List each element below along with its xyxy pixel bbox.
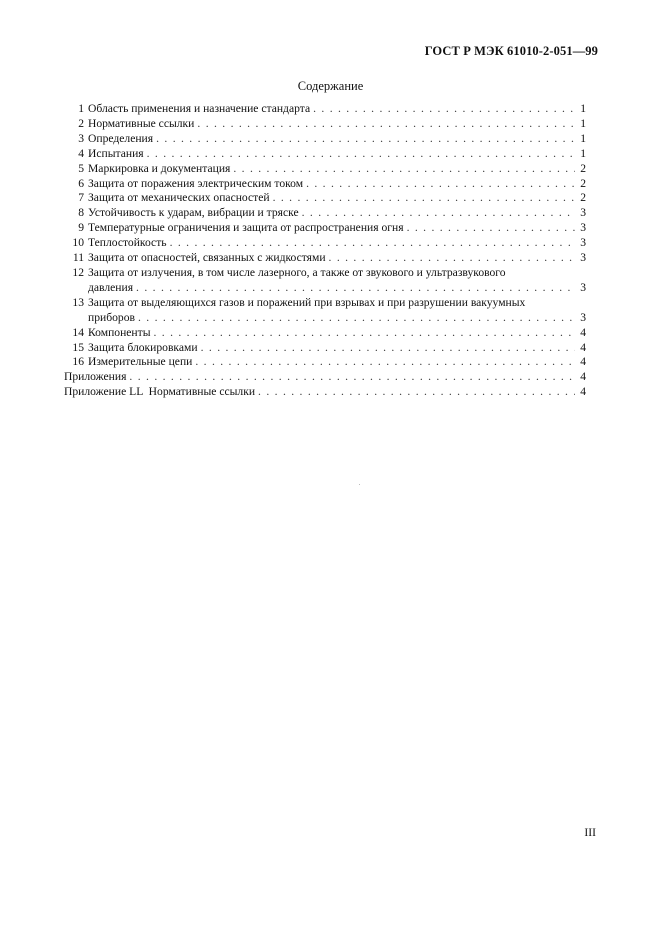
- toc-entry-page: 2: [580, 191, 586, 205]
- toc-entry-number: 9: [78, 221, 84, 235]
- toc-entry-3[interactable]: [64, 132, 586, 147]
- toc-entry-title-line1: Защита от излучения, в том числе лазерного, а также от звукового и ультразвукового: [88, 265, 506, 279]
- toc-entry-appendices[interactable]: [64, 370, 586, 385]
- toc-entry-number: 5: [78, 161, 84, 175]
- toc-entry-page: 1: [580, 131, 586, 145]
- toc-entry-title: Теплостойкость: [88, 236, 167, 250]
- toc-dot-leader: [233, 162, 575, 177]
- toc-dot-leader: [273, 191, 575, 206]
- toc-entry-title: Измерительные цепи: [88, 355, 193, 369]
- toc-entry-title: Определения: [88, 131, 154, 145]
- toc-entry-page: 2: [580, 161, 586, 175]
- toc-entry-number: 7: [78, 191, 84, 205]
- toc-entry-title: Защита от опасностей, связанных с жидкостями: [88, 251, 326, 265]
- table-of-contents: [64, 102, 586, 400]
- toc-entry-title: Защита от поражения электрическим током: [88, 176, 304, 190]
- toc-entry-10[interactable]: [64, 236, 586, 251]
- toc-dot-leader: [147, 147, 575, 162]
- toc-dot-leader: [129, 370, 575, 385]
- toc-entry-title: Устойчивость к ударам, вибрации и тряске: [88, 206, 299, 220]
- toc-entry-title-line2: приборов: [88, 310, 135, 324]
- toc-title: Содержание: [297, 79, 364, 93]
- toc-entry-8[interactable]: [64, 206, 586, 221]
- toc-entry-7[interactable]: [64, 191, 586, 206]
- toc-entry-15[interactable]: [64, 341, 586, 356]
- toc-entry-13[interactable]: [64, 296, 586, 326]
- toc-entry-14[interactable]: [64, 326, 586, 341]
- toc-entry-number: 1: [78, 102, 84, 115]
- toc-entry-5[interactable]: [64, 162, 586, 177]
- toc-dot-leader: [156, 132, 575, 147]
- toc-entry-number: 8: [78, 206, 84, 220]
- toc-entry-number: 10: [72, 236, 84, 250]
- toc-entry-number: 6: [78, 176, 84, 190]
- toc-entry-title: Маркировка и документация: [88, 161, 231, 175]
- toc-entry-number: 15: [72, 340, 84, 354]
- toc-dot-leader: [195, 355, 575, 370]
- toc-entry-11[interactable]: [64, 251, 586, 266]
- toc-entry-6[interactable]: [64, 177, 586, 192]
- toc-entry-page: 4: [580, 355, 586, 369]
- toc-entry-number: 16: [72, 355, 84, 369]
- toc-entry-2[interactable]: [64, 117, 586, 132]
- toc-entry-page: 3: [580, 236, 586, 250]
- toc-dot-leader: [170, 236, 575, 251]
- toc-entry-number: 12: [72, 265, 84, 279]
- toc-entry-page: 3: [580, 251, 586, 265]
- toc-entry-page: 4: [580, 325, 586, 339]
- toc-entry-appendix-ll[interactable]: [64, 385, 586, 400]
- toc-dot-leader: [306, 177, 575, 192]
- toc-entry-number: 4: [78, 146, 84, 160]
- toc-entry-number: 11: [72, 251, 84, 265]
- toc-dot-leader: [313, 102, 575, 117]
- toc-dot-leader: [329, 251, 575, 266]
- toc-entry-title: Нормативные ссылки: [88, 116, 195, 130]
- toc-entry-page: 3: [580, 280, 586, 294]
- toc-dot-leader: [201, 341, 575, 356]
- toc-entry-title: Температурные ограничения и защита от распространения огня: [88, 221, 404, 235]
- toc-entry-9[interactable]: [64, 221, 586, 236]
- toc-entry-title: Приложение LL Нормативные ссылки: [64, 385, 256, 399]
- toc-entry-title-line1: Защита от выделяющихся газов и поражений при взрывах и при разрушении вакуумных: [88, 295, 526, 309]
- toc-dot-leader: [302, 206, 575, 221]
- toc-dot-leader: [138, 311, 575, 326]
- toc-dot-leader: [258, 385, 575, 400]
- toc-entry-12[interactable]: [64, 266, 586, 296]
- toc-entry-number: 14: [72, 325, 84, 339]
- toc-dot-leader: [153, 326, 575, 341]
- page-number: III: [584, 826, 596, 839]
- toc-dot-leader: [407, 221, 575, 236]
- toc-entry-title: Область применения и назначение стандарта: [88, 102, 311, 115]
- toc-entry-number: 2: [78, 116, 84, 130]
- toc-entry-page: 4: [580, 370, 586, 384]
- toc-entry-4[interactable]: [64, 147, 586, 162]
- toc-entry-number: 3: [78, 131, 84, 145]
- toc-entry-title-line2: давления: [88, 280, 134, 294]
- toc-entry-page: 3: [580, 221, 586, 235]
- scan-speck: [359, 484, 360, 485]
- toc-entry-page: 1: [580, 116, 586, 130]
- toc-entry-page: 4: [580, 385, 586, 399]
- toc-entry-page: 3: [580, 310, 586, 324]
- toc-entry-16[interactable]: [64, 355, 586, 370]
- toc-entry-number: 13: [72, 295, 84, 309]
- toc-entry-title: Испытания: [88, 146, 144, 160]
- toc-entry-page: 2: [580, 176, 586, 190]
- toc-entry-1[interactable]: [64, 102, 586, 117]
- toc-entry-page: 4: [580, 340, 586, 354]
- toc-entry-title: Приложения: [64, 370, 127, 384]
- toc-dot-leader: [136, 281, 575, 296]
- toc-entry-page: 1: [580, 102, 586, 115]
- toc-entry-page: 1: [580, 146, 586, 160]
- toc-entry-title: Защита блокировками: [88, 340, 198, 354]
- document-header-code: ГОСТ Р МЭК 61010-2-051—99: [424, 44, 598, 58]
- toc-entry-title: Защита от механических опасностей: [88, 191, 270, 205]
- toc-entry-title: Компоненты: [88, 325, 151, 339]
- toc-dot-leader: [197, 117, 575, 132]
- toc-entry-page: 3: [580, 206, 586, 220]
